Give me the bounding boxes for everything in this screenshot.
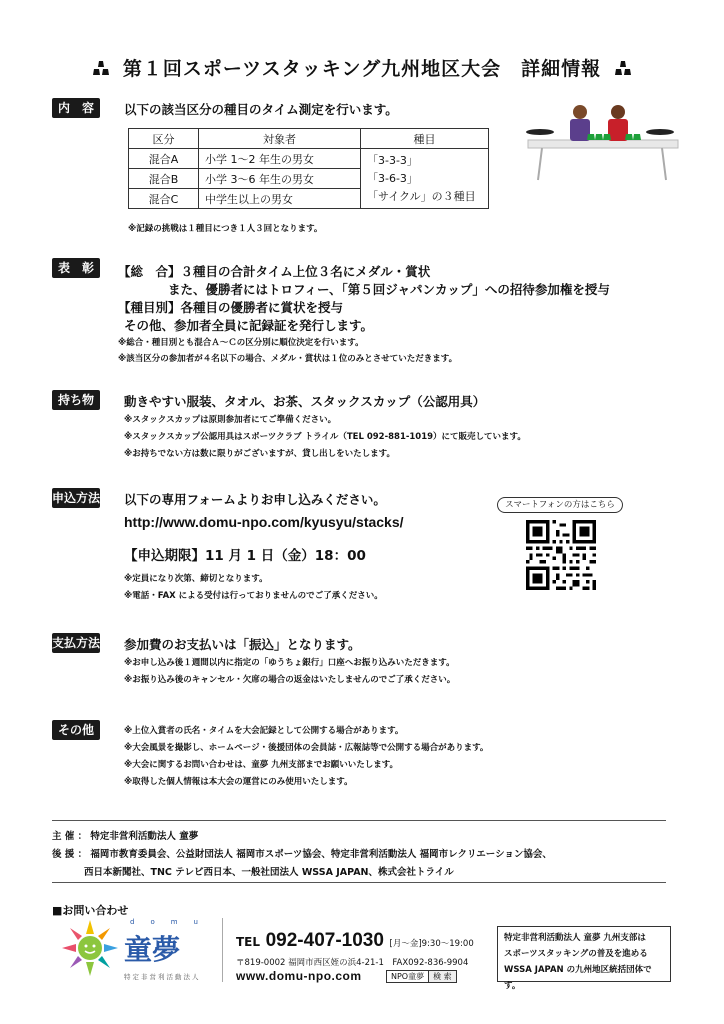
supporters-line2: 西日本新聞社、TNC テレビ西日本、一般社団法人 WSSA JAPAN、株式会社トライル	[84, 867, 454, 878]
table-cell-target: 小学 3～6 年生の男女	[199, 169, 361, 189]
qr-code-icon[interactable]	[526, 520, 596, 590]
apply-note: ※定員になり次第、締切となります。	[124, 574, 268, 584]
about-line: 特定非営利活動法人 童夢 九州支部は	[504, 933, 646, 943]
qr-label: スマートフォンの方はこちら	[497, 497, 623, 513]
belongings-main: 動きやすい服装、タオル、お茶、スタックスカップ（公認用具）	[124, 394, 486, 409]
belongings-note: ※お持ちでない方は数に限りがございますが、貸し出しをいたします。	[124, 449, 396, 459]
belongings-note: ※スタックスカップは原則参加者にてご準備ください。	[124, 415, 337, 425]
payment-note: ※お申し込み後１週間以内に指定の「ゆうちょ銀行」口座へお振り込みいただきます。	[124, 658, 455, 668]
section-label-other: その他	[52, 720, 100, 740]
search-button[interactable]: 検 索	[428, 971, 456, 982]
awards-overall: 【総 合】３種目の合計タイム上位３名にメダル・賞状	[118, 264, 431, 279]
content-intro: 以下の該当区分の種目のタイム測定を行います。	[124, 102, 398, 117]
awards-certificate: その他、参加者全員に記録証を発行します。	[124, 318, 374, 333]
search-box[interactable]	[386, 970, 457, 983]
logo-name: 童夢	[124, 933, 181, 966]
section-label-content: 内 容	[52, 98, 100, 118]
event-item: 「サイクル」の３種目	[367, 189, 476, 203]
stacked-cups-icon	[615, 60, 631, 76]
table-header: 対象者	[199, 129, 361, 149]
table-header: 種目	[361, 129, 489, 149]
other-note: ※大会風景を撮影し、ホームページ・後援団体の会員誌・広報誌等で公開する場合があります。	[124, 743, 489, 753]
section-label-belongings: 持ち物	[52, 390, 100, 410]
other-note: ※大会に関するお問い合わせは、童夢 九州支部までお願いいたします。	[124, 760, 399, 770]
stacked-cups-icon	[93, 60, 109, 76]
branch-about-box	[497, 926, 671, 991]
page-title	[0, 54, 724, 81]
table-row	[129, 149, 489, 169]
apply-main: 以下の専用フォームよりお申し込みください。	[124, 492, 386, 507]
apply-url-link[interactable]: http://www.domu-npo.com/kyusyu/stacks/	[124, 514, 404, 530]
table-cell-category: 混合A	[129, 149, 199, 169]
payment-main: 参加費のお支払いは「振込」となります。	[124, 637, 361, 652]
address: 〒819-0002 福岡市西区姪の浜4-21-1 FAX092-836-9904	[236, 958, 469, 968]
apply-deadline: 【申込期限】11 月 1 日（金）18：00	[124, 548, 366, 564]
section-label-payment: 支払方法	[52, 633, 100, 653]
belongings-note: ※スタックスカップ公認用具はスポーツクラブ トライル（TEL 092-881-1019）にて販売しています。	[124, 432, 526, 442]
category-table	[128, 128, 489, 209]
table-header-row	[129, 129, 489, 149]
about-line: スポーツスタッキングの普及を進める	[504, 949, 648, 959]
awards-event: 【種目別】各種目の優勝者に賞状を授与	[118, 300, 344, 315]
section-label-awards: 表 彰	[52, 258, 100, 278]
sun-logo-icon	[60, 918, 120, 978]
tel-prefix: TEL	[236, 935, 261, 949]
logo-ruby: domu	[130, 918, 214, 926]
other-note: ※上位入賞者の氏名・タイムを大会記録として公開する場合があります。	[124, 726, 404, 736]
content-note: ※記録の挑戦は１種目につき１人３回となります。	[128, 224, 323, 234]
section-label-apply: 申込方法	[52, 488, 100, 508]
tel-line	[236, 930, 474, 952]
table-cell-category: 混合C	[129, 189, 199, 209]
website-link[interactable]: www.domu-npo.com	[236, 969, 362, 983]
organizer: 主 催 ： 特定非営利活動法人 童夢	[52, 831, 199, 842]
apply-note: ※電話・FAX による受付は行っておりませんのでご了承ください。	[124, 591, 383, 601]
divider	[52, 882, 666, 883]
payment-note: ※お振り込み後のキャンセル・欠席の場合の返金はいたしませんのでご了承ください。	[124, 675, 456, 685]
tel-number[interactable]: 092-407-1030	[265, 930, 384, 951]
awards-note: ※総合・種目別とも混合Ａ～Ｃの区分別に順位決定を行います。	[118, 338, 364, 348]
logo-subtitle: 特定非営利活動法人	[124, 973, 201, 981]
event-item: 「3-6-3」	[367, 171, 418, 185]
table-cell-target: 中学生以上の男女	[199, 189, 361, 209]
business-hours: [月〜金]9:30〜19:00	[389, 939, 474, 949]
kids-stacking-photo	[522, 102, 680, 182]
awards-overall-extra: また、優勝者にはトロフィー、「第５回ジャパンカップ」への招待参加権を授与	[118, 282, 610, 297]
table-cell-events	[361, 149, 489, 209]
other-note: ※取得した個人情報は本大会の運営にのみ使用いたします。	[124, 777, 353, 787]
table-cell-category: 混合B	[129, 169, 199, 189]
title-text: 第１回スポーツスタッキング九州地区大会 詳細情報	[122, 58, 602, 80]
awards-note: ※該当区分の参加者が４名以下の場合、メダル・賞状は１位のみとさせていただきます。	[118, 354, 458, 364]
supporters-line1: 後 援 ： 福岡市教育委員会、公益財団法人 福岡市スポーツ協会、特定非営利活動法人 福岡市レクリエーション協会、	[52, 849, 552, 860]
contact-heading: ■お問い合わせ	[52, 904, 129, 917]
divider	[222, 918, 223, 982]
about-line: WSSA JAPAN の九州地区統括団体です。	[504, 965, 652, 991]
divider	[52, 820, 666, 821]
table-cell-target: 小学 1～2 年生の男女	[199, 149, 361, 169]
table-header: 区分	[129, 129, 199, 149]
search-term: NPO童夢	[391, 972, 425, 981]
event-item: 「3-3-3」	[367, 153, 418, 167]
